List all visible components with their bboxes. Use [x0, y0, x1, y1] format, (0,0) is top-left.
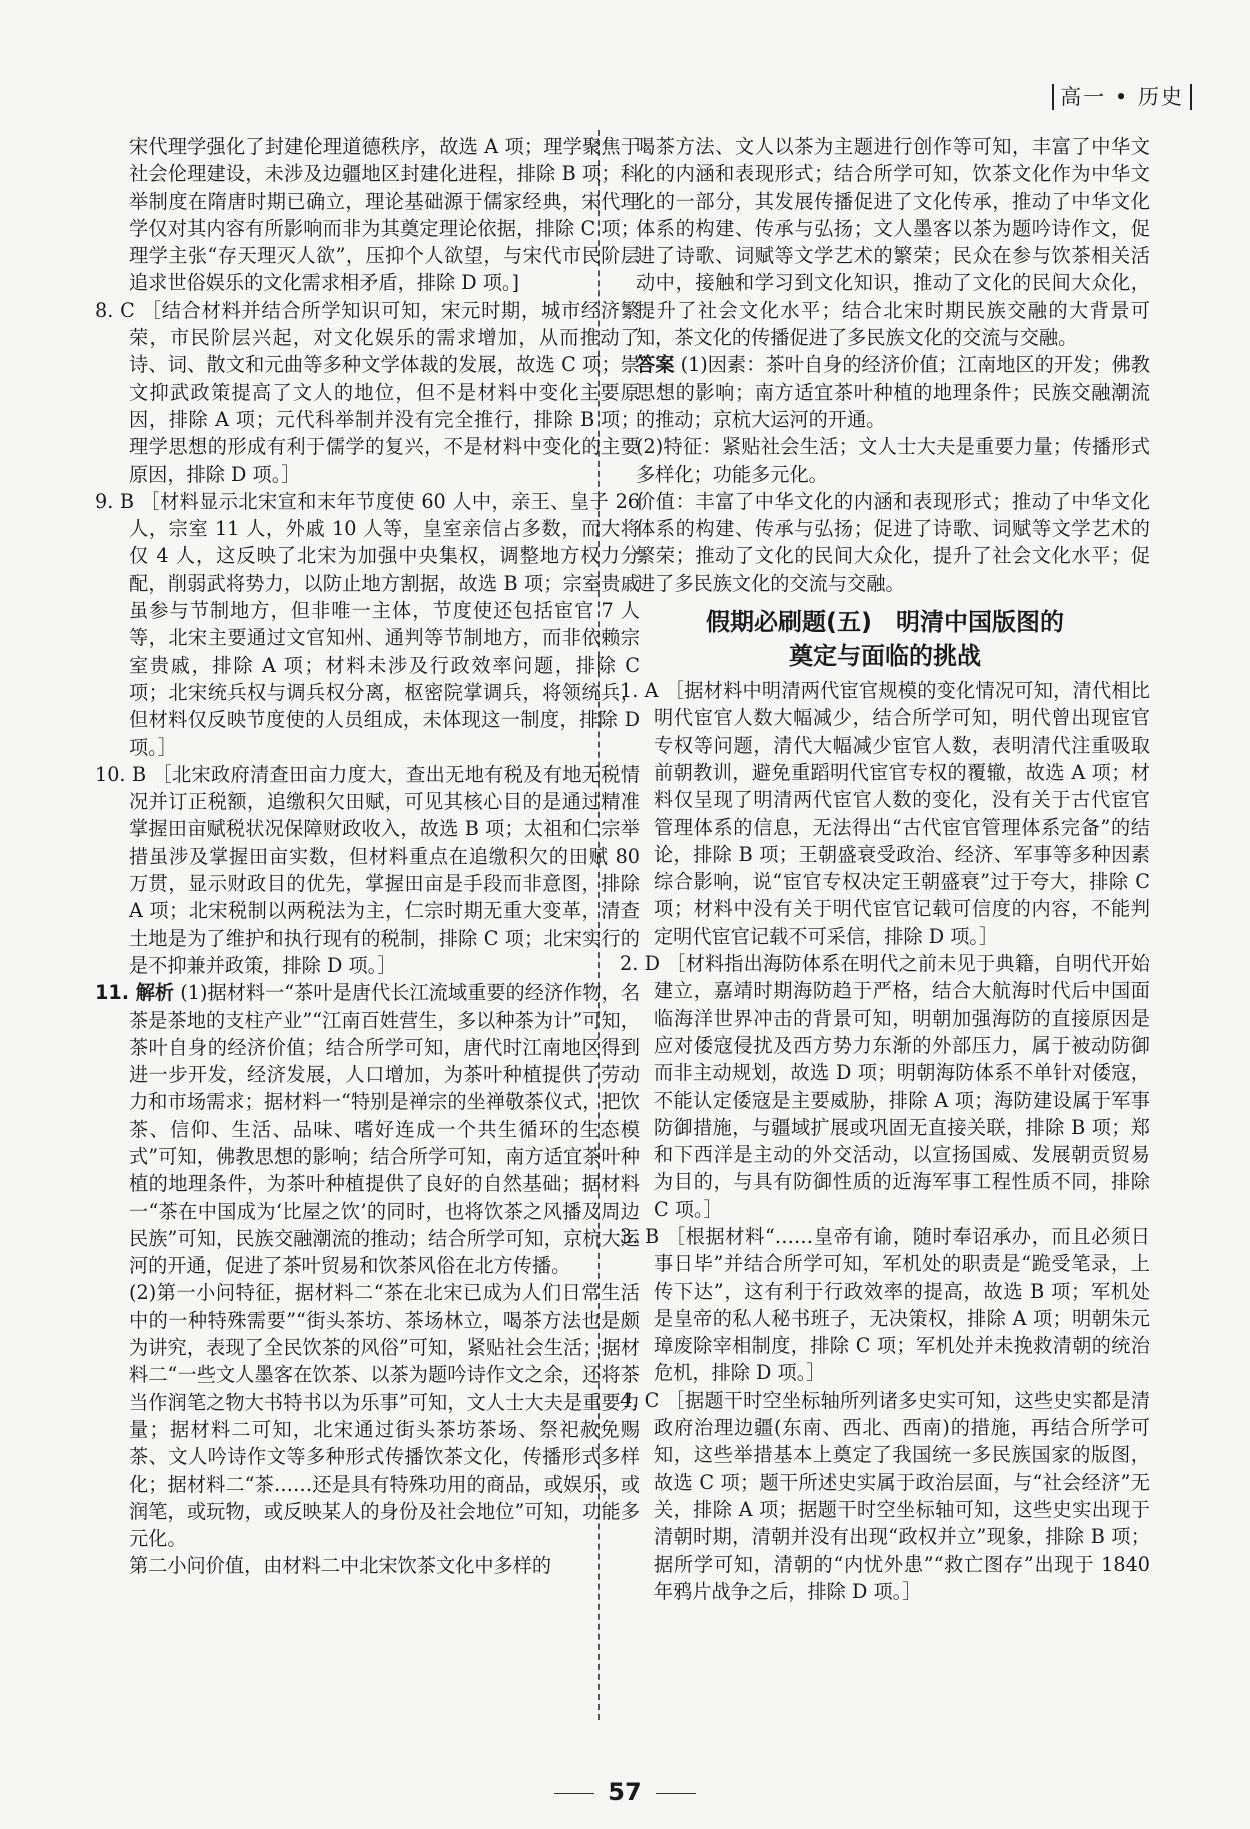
answer-item-9: 9. B ［材料显示北宋宣和末年节度使 60 人中，亲王、皇子 26 人，宗室 11 人，外戚 10 人等，皇室亲信占多数，而大将仅 4 人，这反映了北宋为加强中央集权，调整地方权力分配，削弱武将势力，以防止地方割据，故选 B 项；宗室贵戚虽参与节制地方，但非唯一主体，节度使还包括宦官 7 人等，北宋主要通过文官知州、通判等节制地方，而非依赖宗室贵戚，排除 A 项；材料未涉及行政效率问题，排除 C 项；北宋统兵权与调兵权分离，枢密院掌调兵，将领统兵，但材料仅反映节度使的人员组成，未体现这一制度，排除 D 项。］	[95, 489, 640, 759]
analysis-part-1: (1)据材料一“茶叶是唐代长江流域重要的经济作物，名茶是茶地的支柱产业”“江南百姓营生，多以种茶为计”可知，茶叶自身的经济价值；结合所学可知，唐代时江南地区得到进一步开发，经济发展，人口增加，为茶叶种植提供了劳动力和市场需求；据材料一“特别是禅宗的坐禅敬茶仪式，把饮茶、信仰、生活、品味、嗜好连成一个共生循环的生态模式”可知，佛教思想的影响；结合所学可知，南方适宜茶叶种植的地理条件，为茶叶种植提供了良好的自然基础；据材料一“茶在中国成为‘比屋之饮’的同时，也将饮茶之风播及周边民族”可知，民族交融潮流的推动；结合所学可知，京杭大运河的开通，促进了茶叶贸易和饮茶风俗在北方传播。	[129, 981, 641, 1278]
continuation-paragraph: 宋代理学强化了封建伦理道德秩序，故选 A 项；理学聚焦于社会伦理建设，未涉及边疆地区封建化进程，排除 B 项；科举制度在隋唐时期已确立，理论基础源于儒家经典，宋代理学仅对其内容有所影响而非为其奠定理论依据，排除 C 项；理学主张“存天理灭人欲”，压抑个人欲望，与宋代市民阶层追求世俗娱乐的文化需求相矛盾，排除 D 项。]	[129, 135, 640, 295]
answer-part-2: (2)特征：紧贴社会生活；文人士大夫是重要力量；传播形式多样化；功能多元化。	[636, 435, 1150, 486]
analysis-part-2: (2)第一小问特征，据材料二“茶在北宋已成为人们日常生活中的一种特殊需要”“街头茶坊、茶场林立，喝茶方法也是颇为讲究，表现了全民饮茶的风俗”可知，紧贴社会生活；据材料二“一些文人墨客在饮茶、以茶为题吟诗作文之余，还将茶当作润笔之物大书特书以为乐事”可知，文人士大夫是重要力量；据材料二可知，北宋通过街头茶坊茶场、祭祀赦免赐茶、文人吟诗作文等多种形式传播饮茶文化，传播形式多样化；据材料二“茶……还是具有特殊功用的商品，或娱乐，或润笔，或玩物，或反映某人的身份及社会地位”可知，功能多元化。	[129, 1281, 640, 1551]
answer-item-1: 1. A ［据材料中明清两代宦官规模的变化情况可知，清代相比明代宦官人数大幅减少，结合所学可知，明代曾出现宦官专权等问题，清代大幅减少宦官人数，表明清代注重吸取前朝教训，避免重蹈明代宦官专权的覆辙，故选 A 项；材料仅呈现了明清两代宦官人数的变化，没有关于古代宦官管理体系的信息，无法得出“古代宦官管理体系完备”的结论，排除 B 项；王朝盛衰受政治、经济、军事等多种因素综合影响，说“宦官专权决定王朝盛衰”过于夸大，排除 C 项；材料中没有关于明代宦官记载可信度的内容，不能判定明代宦官记载不可采信，排除 D 项。］	[620, 679, 1150, 948]
page-number	[0, 1778, 1250, 1806]
answer-item-8: 8. C ［结合材料并结合所学知识可知，宋元时期，城市经济繁荣，市民阶层兴起，对文化娱乐的需求增加，从而推动了诗、词、散文和元曲等多种文学体裁的发展，故选 C 项；崇文抑武政策提高了文人的地位，但不是材料中变化主要原因，排除 A 项；元代科举制并没有完全推行，排除 B 项；理学思想的形成有利于儒学的复兴，不是材料中变化的主要原因，排除 D 项。］	[95, 298, 640, 486]
page-number-dash-right	[656, 1793, 696, 1794]
answer-part-3: 价值：丰富了中华文化的内涵和表现形式；推动了中华文化体系的构建、传承与弘扬；促进了诗歌、词赋等文学艺术的繁荣；推动了文化的民间大众化，提升了社会文化水平；促进了多民族文化的交流与交融。	[636, 489, 1150, 595]
section-title-line-2: 奠定与面临的挑战	[789, 642, 981, 671]
left-column	[95, 133, 640, 1580]
answer-part-1: (1)因素：茶叶自身的经济价值；江南地区的开发；佛教思想的影响；南方适宜茶叶种植的地理条件；民族交融潮流的推动；京杭大运河的开通。	[636, 353, 1150, 431]
right-column	[620, 133, 1150, 1605]
answer-label: 答案	[636, 353, 675, 377]
answer-item-11	[95, 979, 640, 1279]
subject-tag: 高一 • 历史	[1052, 84, 1192, 110]
answer-item-10: 10. B ［北宋政府清查田亩力度大，查出无地有税及有地无税情况并订正税额，追缴积欠田赋，可见其核心目的是通过精准掌握田亩赋税状况保障财政收入，故选 B 项；太祖和仁宗举措虽涉及掌握田亩实数，但材料重点在追缴积欠的田赋 80 万贯，显示财政目的优先，掌握田亩是手段而非意图，排除 A 项；北宋税制以两税法为主，仁宗时期无重大变革，清查土地是为了维护和执行现有的税制，排除 C 项；北宋实行的是不抑兼并政策，排除 D 项。］	[95, 762, 640, 977]
section-title-line-1: 假期必刷题(五) 明清中国版图的	[706, 608, 1064, 637]
section-title	[620, 605, 1150, 673]
continuation-paragraph: 喝茶方法、文人以茶为主题进行创作等可知，丰富了中华文化的内涵和表现形式；结合所学可知，饮茶文化作为中华文化的一部分，其发展传播促进了文化传承，推动了中华文化体系的构建、传承与弘扬；文人墨客以茶为题吟诗作文，促进了诗歌、词赋等文学艺术的繁荣；民众在参与饮茶相关活动中，接触和学习到文化知识，推动了文化的民间大众化，提升了社会文化水平；结合北宋时期民族交融的大背景可知，茶文化的传播促进了多民族文化的交流与交融。	[636, 135, 1150, 350]
answer-item-2: 2. D ［材料指出海防体系在明代之前未见于典籍，自明代开始建立，嘉靖时期海防趋于严格，结合大航海时代后中国面临海洋世界冲击的背景可知，明朝加强海防的直接原因是应对倭寇侵扰及西方势力东渐的外部压力，属于被动防御而非主动规划，故选 D 项；明朝海防体系不单针对倭寇，不能认定倭寇是主要威胁，排除 A 项；海防建设属于军事防御措施，与疆域扩展或巩固无直接关联，排除 B 项；郑和下西洋是主动的外交活动，以宣扬国威、发展朝贡贸易为目的，与具有防御性质的近海军事工程性质不同，排除 C 项。］	[620, 952, 1150, 1221]
answer-item-4: 4. C ［据题干时空坐标轴所列诸多史实可知，这些史实都是清政府治理边疆(东南、西北、西南)的措施，再结合所学可知，这些举措基本上奠定了我国统一多民族国家的版图，故选 C 项；题干所述史实属于政治层面，与“社会经济”无关，排除 A 项；据题干时空坐标轴可知，这些史实出现于清朝时期，清朝并没有出现“政权并立”现象，排除 B 项；据所学可知，清朝的“内忧外患”“救亡图存”出现于 1840 年鸦片战争之后，排除 D 项。］	[620, 1388, 1150, 1603]
analysis-part-3: 第二小问价值，由材料二中北宋饮茶文化中多样的	[129, 1554, 552, 1578]
page-number-value: 57	[608, 1778, 642, 1806]
analysis-label: 11. 解析	[95, 981, 175, 1005]
answer-block	[620, 351, 1150, 433]
answer-item-3: 3. B ［根据材料“……皇帝有谕，随时奉诏承办，而且必须日事日毕”并结合所学可知，军机处的职责是“跪受笔录，上传下达”，这有利于行政效率的提高，故选 B 项；军机处是皇帝的私人秘书班子，无决策权，排除 A 项；明朝朱元璋废除宰相制度，排除 C 项；军机处并未挽救清朝的统治危机，排除 D 项。］	[620, 1224, 1150, 1385]
page-number-dash-left	[554, 1793, 594, 1794]
